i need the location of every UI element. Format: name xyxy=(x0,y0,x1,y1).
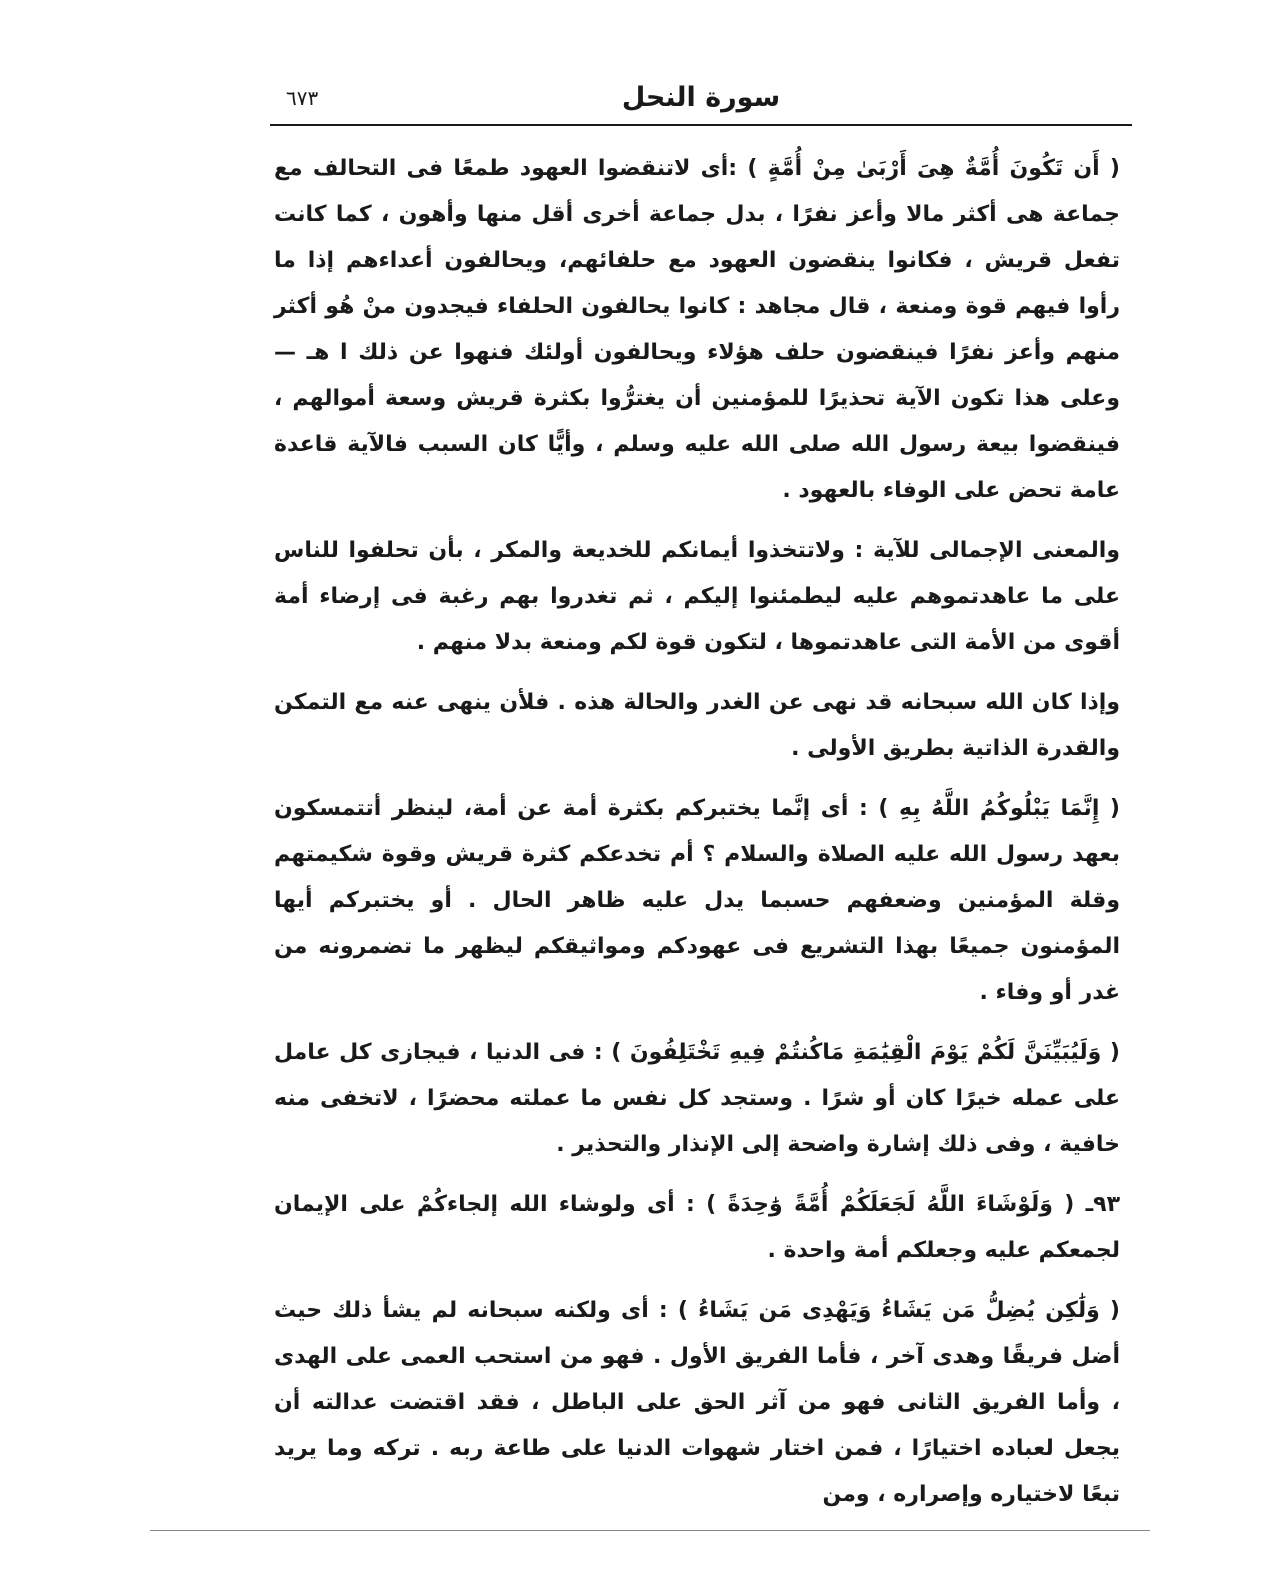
paragraph-4: ( إِنَّمَا يَبْلُوكُمُ اللَّهُ بِهِ ) : أى إنَّما يختبركم بكثرة أمة عن أمة، لينظر أتتمسكون بعهد رسول الله عليه الصلاة والسلام ؟ أم تخدعكم كثرة قريش وقوة شكيمتهم وقلة المؤمنين وضعفهم حسبما يدل عليه ظاهر الحال . أو يختبركم أيها المؤمنون جميعًا بهذا التشريع فى عهودكم ومواثيقكم ليظهر ما تضمرونه من غدر أو وفاء . xyxy=(274,796,1120,1005)
paragraph-5: ( وَلَيُبَيِّنَنَّ لَكُمْ يَوْمَ الْقِيَٰمَةِ مَاكُنتُمْ فِيهِ تَخْتَلِفُونَ ) : فى الدنيا ، فيجازى كل عامل على عمله خيرًا كان أو شرًا . وستجد كل نفس ما عملته محضرًا ، لاتخفى منه خافية ، وفى ذلك إشارة واضحة إلى الإنذار والتحذير . xyxy=(274,1040,1120,1157)
page-number: ٦٧٣ xyxy=(286,86,319,110)
paragraph-2: والمعنى الإجمالى للآية : ولاتتخذوا أيمانكم للخديعة والمكر ، بأن تحلفوا للناس على ما عاهدتموهم عليه ليطمئنوا إليكم ، ثم تغدروا بهم رغبة فى إرضاء أمة أقوى من الأمة التى عاهدتموها ، لتكون قوة لكم ومنعة بدلا منهم . xyxy=(274,538,1120,655)
page-header xyxy=(272,78,1130,124)
surah-title: سورة النحل xyxy=(621,82,781,113)
commentary-body xyxy=(274,146,1120,1532)
paragraph-3: وإذا كان الله سبحانه قد نهى عن الغدر والحالة هذه . فلأن ينهى عنه مع التمكن والقدرة الذاتية بطريق الأولى . xyxy=(274,690,1120,761)
paragraph-1: ( أَن تَكُونَ أُمَّةٌ هِىَ أَرْبَىٰ مِنْ أُمَّةٍ ) :أى لاتنقضوا العهود طمعًا فى التحالف مع جماعة هى أكثر مالا وأعز نفرًا ، بدل جماعة أخرى أقل منها وأهون ، كما كانت تفعل قريش ، فكانوا ينقضون العهود مع حلفائهم، ويحالفون أعداءهم إذا ما رأوا فيهم قوة ومنعة ، قال مجاهد : كانوا يحالفون الحلفاء فيجدون منْ هُو أكثر منهم وأعز نفرًا فينقضون حلف هؤلاء ويحالفون أولئك فنهوا عن ذلك ا هـ — وعلى هذا تكون الآية تحذيرًا للمؤمنين أن يغترُّوا بكثرة قريش وسعة أموالهم ، فينقضوا بيعة رسول الله صلى الله عليه وسلم ، وأيًّا كان السبب فالآية قاعدة عامة تحض على الوفاء بالعهود . xyxy=(274,156,1120,503)
header-divider xyxy=(270,124,1132,126)
page-bottom-edge xyxy=(150,1530,1150,1531)
paragraph-7: ( وَلَٰكِن يُضِلُّ مَن يَشَاءُ وَيَهْدِى مَن يَشَاءُ ) : أى ولكنه سبحانه لم يشأ ذلك حيث أضل فريقًا وهدى آخر ، فأما الفريق الأول . فهو من استحب العمى على الهدى ، وأما الفريق الثانى فهو من آثر الحق على الباطل ، فقد اقتضت عدالته أن يجعل لعباده اختيارًا ، فمن اختار شهوات الدنيا على طاعة ربه . تركه وما يريد تبعًا لاختياره وإصراره ، ومن xyxy=(274,1298,1120,1507)
paragraph-6: ٩٣ـ ( وَلَوْشَاءَ اللَّهُ لَجَعَلَكُمْ أُمَّةً وَٰحِدَةً ) : أى ولوشاء الله إلجاءكُمْ على الإيمان لجمعكم عليه وجعلكم أمة واحدة . xyxy=(274,1192,1120,1263)
